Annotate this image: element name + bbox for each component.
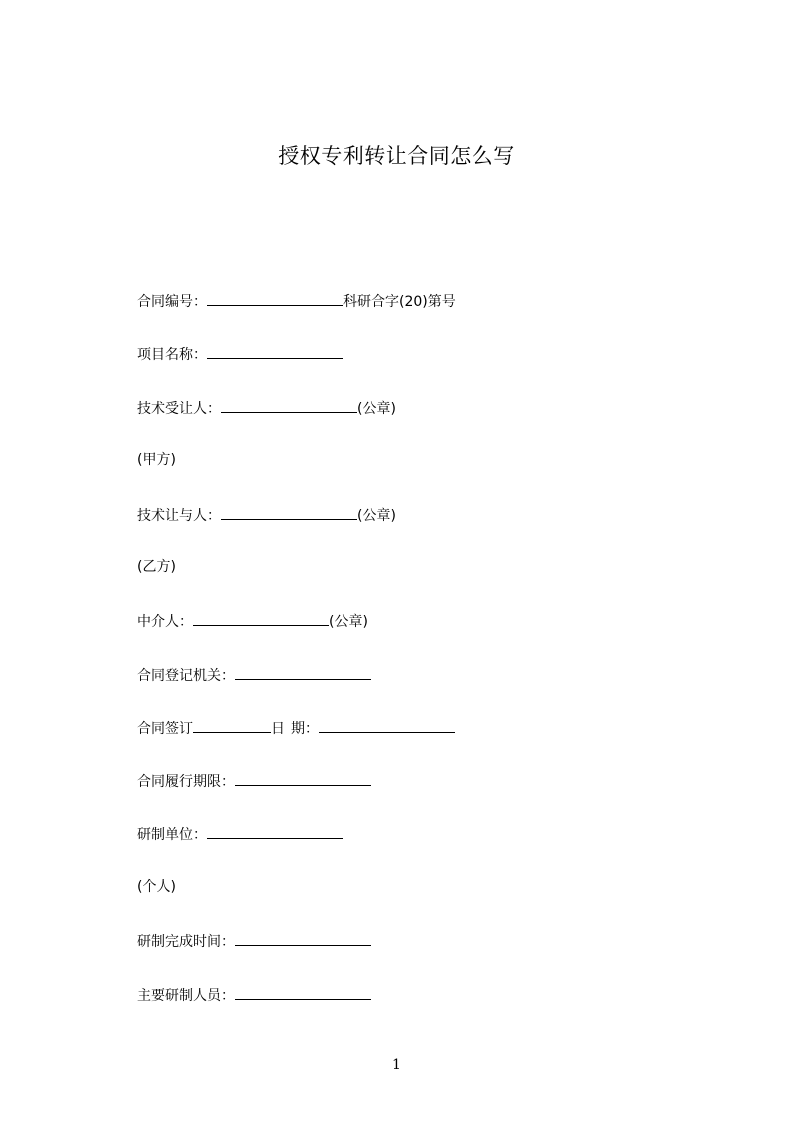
contract-number-line [137, 290, 456, 310]
assignee-line [137, 397, 396, 417]
developer-unit-line [137, 823, 343, 843]
party-b-label: (乙方) [137, 559, 176, 575]
project-name-blank[interactable] [207, 343, 343, 359]
signing-date-line [137, 717, 455, 737]
project-name-line [137, 343, 343, 363]
contract-term-label: 合同履行期限： [137, 774, 235, 790]
main-personnel-label: 主要研制人员： [137, 988, 235, 1004]
assignee-blank[interactable] [221, 397, 357, 413]
main-personnel-line [137, 984, 371, 1004]
developer-unit-label: 研制单位： [137, 827, 207, 843]
individual-label: (个人) [137, 879, 176, 895]
intermediary-seal: (公章) [329, 614, 368, 630]
assignor-seal: (公章) [357, 508, 396, 524]
completion-time-label: 研制完成时间： [137, 934, 235, 950]
assignor-label: 技术让与人： [137, 508, 221, 524]
party-a-line [137, 450, 176, 470]
signing-date-blank[interactable] [319, 717, 455, 733]
date-label-period: 期： [291, 721, 319, 737]
document-title: 授权专利转让合同怎么写 [278, 144, 515, 168]
completion-time-blank[interactable] [235, 930, 371, 946]
signing-label: 合同签订 [137, 721, 193, 737]
assignor-blank[interactable] [221, 504, 357, 520]
individual-line [137, 877, 176, 897]
main-personnel-blank[interactable] [235, 984, 371, 1000]
assignee-seal: (公章) [357, 401, 396, 417]
page-number: 1 [392, 1057, 401, 1073]
date-label-day: 日 [271, 721, 285, 737]
registration-authority-blank[interactable] [235, 664, 371, 680]
signing-place-blank[interactable] [193, 717, 271, 733]
contract-number-label: 合同编号： [137, 294, 207, 310]
party-b-line [137, 557, 176, 577]
project-name-label: 项目名称： [137, 347, 207, 363]
assignee-label: 技术受让人： [137, 401, 221, 417]
registration-authority-label: 合同登记机关： [137, 668, 235, 684]
contract-term-line [137, 770, 371, 790]
party-a-label: (甲方) [137, 452, 176, 468]
intermediary-blank[interactable] [193, 610, 329, 626]
contract-number-blank[interactable] [207, 290, 343, 306]
developer-unit-blank[interactable] [207, 823, 343, 839]
intermediary-label: 中介人： [137, 614, 193, 630]
intermediary-line [137, 610, 368, 630]
completion-time-line [137, 930, 371, 950]
assignor-line [137, 504, 396, 524]
contract-term-blank[interactable] [235, 770, 371, 786]
registration-authority-line [137, 664, 371, 684]
contract-number-suffix: 科研合字(20)第号 [343, 294, 456, 310]
